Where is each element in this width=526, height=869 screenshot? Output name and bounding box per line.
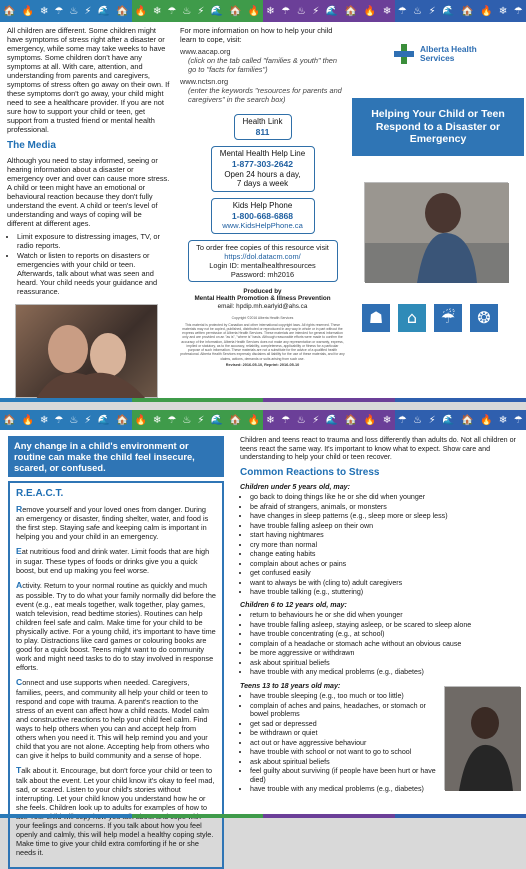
producer-name: Mental Health Promotion & Illness Prevention	[180, 295, 345, 303]
media-heading: The Media	[7, 140, 170, 152]
band-icon: 🏠	[116, 6, 128, 17]
storm-icon: ☔	[432, 302, 464, 334]
reactions-intro: Children and teens react to trauma and loss differently than adults do. Not all children or teens react the same way. It's important to know what to expect. Show care and understanding to help your child or teen recover.	[240, 436, 520, 462]
reaction-item: • ask about spiritual beliefs	[250, 659, 520, 668]
media-bullet-list	[7, 232, 170, 296]
react-heading: R.E.A.C.T.	[16, 488, 216, 500]
react-text: onnect and use supports when needed. Caregivers, families, peers, and community all help your child or teen to respond and cope with trauma. A parent's reaction to the stress of an event can affect how a child reacts. Model calm and constructive reactions to help your child feel calm. Find ways to help others when you can and accept help from others when you need it. This will help remind you and your child that you are not alone. Accepting help from others who can give it helps to build community and a sense of hope.	[16, 678, 210, 760]
kids-help-phone-url[interactable]: www.KidsHelpPhone.ca	[216, 221, 310, 230]
reaction-item: • go back to doing things like he or she did when younger	[250, 493, 520, 502]
band-icon: ⚡	[312, 415, 319, 426]
reaction-item: • start having nightmares	[250, 531, 520, 540]
band-icon: ⚡	[429, 6, 436, 17]
band-icon: 🔥	[135, 415, 147, 426]
reactions-heading: Common Reactions to Stress	[240, 467, 520, 479]
icon-band-segment	[132, 0, 264, 22]
band-icon: ❄	[383, 415, 391, 426]
top-icon-band-2	[0, 410, 526, 430]
react-text: alk about it. Encourage, but don't force your child or teen to talk about the event. Let your child know it's okay to feel mad, sad, or scared. Listen to your child's stories without interrupting. Let your child know you understand how he or she feels. Children look up to adults for examples of how to your feelings and concerns. If you talk about how you feel openly and calmly, this will help model a healthy coping style. Make time to give your child extra comforting if he or she needs it.	[16, 766, 215, 857]
reaction-item: • change eating habits	[250, 550, 520, 559]
bottom-color-band	[0, 398, 526, 402]
reaction-item: • have trouble falling asleep, staying asleep, or be scared to sleep alone	[250, 621, 520, 630]
band-icon: 🌊	[442, 415, 454, 426]
band-icon: ☂	[514, 415, 523, 426]
house-icon: ☗	[360, 302, 392, 334]
band-icon: 🌊	[326, 6, 338, 17]
group-teens-list	[240, 692, 438, 794]
band-icon: ♨	[69, 6, 78, 17]
band-icon: ☂	[398, 415, 407, 426]
band-icon: ♨	[182, 415, 191, 426]
band-icon: 🔥	[22, 415, 34, 426]
disclaimer-text: This material is protected by Canadian and other international copyright laws. All rights reserved. These materials may not be copied, published, distributed or reproduced in any way in whole or in part without the express written permission of Alberta Health Services. These materials are intended for general information only and are provided on an "as is", "where is" basis. Although reasonable efforts were made to confirm the accuracy of the information, Alberta Health Services does not make any representation or warranty, express, implied or statutory, as to the accuracy, reliability, completeness, applicability or fitness for a particular purpose of such information. These materials are not a substitute for the advice of a qualified health professional. Alberta Health Services expressly disclaims all liability for the use of these materials, and for any claims, actions, demands or suits arising from such use.	[180, 323, 345, 361]
top-icon-band	[0, 0, 526, 22]
react-item-activity	[16, 580, 216, 672]
react-item-eat	[16, 546, 216, 575]
brochure-inside-page	[0, 410, 526, 818]
group-under-5-label: Children under 5 years old, may:	[240, 483, 520, 492]
reaction-item: • get confused easily	[250, 569, 520, 578]
reaction-item: • complain about aches or pains	[250, 560, 520, 569]
band-icon: ♨	[413, 415, 422, 426]
kids-help-phone-number[interactable]: 1-800-668-6868	[216, 211, 310, 221]
band-icon: ☂	[281, 415, 290, 426]
intro-paragraph: All children are different. Some children might have symptoms of stress right after a disaster or emergency, while some may take weeks to have symptoms. Some children don't have any symptoms at all. With care, attention, and understanding from parents and caregivers, symptoms of stress often go away on their own. If these symptoms don't go away, your child might need to see a healthcare provider. If you are not sure how to support your child or teen, get support from a trusted friend or mental health professional.	[7, 26, 170, 134]
band-icon: ♨	[413, 6, 422, 17]
link-nctsn[interactable]: www.nctsn.org	[180, 77, 345, 86]
order-copies-box	[188, 240, 338, 282]
mental-health-line-box	[211, 146, 315, 192]
group-under-5-list	[240, 493, 520, 597]
group-6-12-list	[240, 611, 520, 677]
band-icon: 🏠	[116, 415, 128, 426]
copyright-notice: Copyright ©2016 Alberta Health Services	[180, 316, 345, 320]
teen-section	[240, 678, 520, 795]
mental-health-line-hours: Open 24 hours a day,	[216, 170, 310, 180]
band-icon: ❄	[266, 415, 274, 426]
band-icon: ♨	[297, 6, 306, 17]
media-bullet: • Watch or listen to reports on disasters or emergencies with your child or teen. Afterwards, talk about what was seen and heard. Your child needs your guidance and reassurance.	[17, 251, 170, 296]
reaction-item: • complain of aches and pains, headaches, or stomach or bowel problems	[250, 702, 438, 719]
kids-help-phone-box	[211, 198, 315, 233]
produced-by-label: Produced by	[180, 288, 345, 296]
sad-child-photo-shape	[365, 183, 509, 283]
ahs-logo-text	[420, 45, 477, 63]
mental-health-line-number[interactable]: 1-877-303-2642	[216, 159, 310, 169]
band-icon: 🔥	[364, 415, 376, 426]
band-icon: 🌊	[326, 415, 338, 426]
band-icon: 🏠	[229, 415, 241, 426]
react-item-connect	[16, 677, 216, 760]
icon-band-segment	[132, 410, 264, 430]
reaction-item: • be more aggressive or withdrawn	[250, 649, 520, 658]
icon-band-segment	[0, 0, 132, 22]
band-icon: ☂	[167, 6, 176, 17]
mental-health-line-days: 7 days a week	[216, 179, 310, 189]
band-icon: ❄	[40, 6, 48, 17]
ahs-logo-line1: Alberta Health	[420, 45, 477, 54]
parent-child-photo-shape	[16, 305, 159, 399]
mental-health-line-title: Mental Health Help Line	[216, 149, 310, 159]
react-item-talk	[16, 765, 216, 857]
band-icon: 🌊	[442, 6, 454, 17]
link-aacap[interactable]: www.aacap.org	[180, 47, 345, 56]
panel-left	[7, 26, 170, 398]
icon-band-segment	[395, 410, 526, 430]
link-aacap-note: (click on the tab called "families & youth" then go to "facts for families")	[180, 56, 345, 74]
reaction-item: • have trouble with any medical problems (e.g., diabetes)	[250, 668, 520, 677]
reaction-item: • have trouble talking (e.g., stuttering)	[250, 588, 520, 597]
band-icon: ❄	[499, 415, 507, 426]
media-paragraph: Although you need to stay informed, seeing or hearing information about a disaster or emergency over and over can cause more stress. A child or teen might have an emotional or behavioural reaction because they don't fully understand the event. A child or teen's level of understanding and ways of coping will be different at different ages.	[7, 156, 170, 228]
band-icon: 🌊	[97, 415, 109, 426]
icon-band-segment	[263, 0, 395, 22]
health-link-title: Health Link	[239, 117, 287, 127]
band-icon: ⚡	[84, 6, 91, 17]
icon-band-segment	[395, 0, 526, 22]
panel-cover	[352, 26, 524, 334]
group-teens-label: Teens 13 to 18 years old may:	[240, 682, 438, 691]
band-icon: 🔥	[364, 6, 376, 17]
band-icon: ☂	[281, 6, 290, 17]
band-icon: 🏠	[461, 415, 473, 426]
band-icon: 🔥	[247, 415, 259, 426]
order-login-id: Login ID: mentalhealthresources	[193, 261, 333, 270]
band-icon: ⚡	[197, 415, 204, 426]
band-icon: 🏠	[345, 415, 357, 426]
revision-date: Revised: 2016-05-10, Reprint: 2016-05-10	[180, 363, 345, 368]
ahs-logo	[394, 44, 524, 64]
band-icon: ♨	[69, 415, 78, 426]
health-link-box	[234, 114, 292, 140]
band-icon: ♨	[297, 415, 306, 426]
band-icon: 🌊	[210, 415, 222, 426]
band-icon: ❄	[499, 6, 507, 17]
reaction-item: • have trouble with any medical problems (e.g., diabetes)	[250, 785, 438, 794]
reaction-item: • be withdrawn or quiet	[250, 729, 438, 738]
band-icon: 🏠	[3, 415, 15, 426]
band-icon: ❄	[153, 415, 161, 426]
react-letter: E	[16, 546, 22, 556]
producer-email[interactable]: email: hpdip.mh.earlyid@ahs.ca	[180, 303, 345, 311]
producer-block	[180, 288, 345, 311]
react-column	[8, 436, 224, 869]
reactions-column	[240, 436, 520, 795]
reaction-item: • cry more than normal	[250, 541, 520, 550]
band-icon: ♨	[182, 6, 191, 17]
sad-child-photo	[364, 182, 508, 282]
routine-change-banner: Any change in a child's environment or routine can make the child feel insecure, scared, or confused.	[8, 436, 224, 477]
fine-print	[180, 316, 345, 367]
band-icon: ☂	[398, 6, 407, 17]
reaction-item: • have changes in sleep patterns (e.g., sleep more or sleep less)	[250, 512, 520, 521]
reaction-item: • feel guilty about surviving (if people have been hurt or have died)	[250, 767, 438, 784]
band-icon: 🔥	[22, 6, 34, 17]
band-icon: 🏠	[229, 6, 241, 17]
react-text: emove yourself and your loved ones from danger. During an emergency or disaster, finding shelter, water, and food is the first step. Staying safe and keeping calm is important in helping you and your child in an emergency.	[16, 505, 208, 542]
band-icon: ⚡	[429, 415, 436, 426]
brochure-outside-page	[0, 0, 526, 402]
band-icon: ☂	[167, 415, 176, 426]
band-icon: ❄	[266, 6, 274, 17]
band-icon: ❄	[153, 6, 161, 17]
order-password: Password: mh2016	[193, 270, 333, 279]
reaction-item: • have trouble falling asleep on their own	[250, 522, 520, 531]
panel-middle	[180, 26, 345, 368]
ahs-logo-mark	[394, 44, 414, 64]
react-letter: R	[16, 504, 22, 514]
react-letter: A	[16, 580, 22, 590]
reaction-item: • want to always be with (cling to) adult caregivers	[250, 579, 520, 588]
kids-help-phone-title: Kids Help Phone	[216, 201, 310, 211]
react-box	[8, 481, 224, 869]
bottom-color-band-2	[0, 814, 526, 818]
react-item-remove	[16, 504, 216, 542]
icon-band-segment	[263, 410, 395, 430]
band-icon: ⚡	[84, 415, 91, 426]
reaction-item: • have trouble concentrating (e.g., at school)	[250, 630, 520, 639]
health-link-number[interactable]: 811	[239, 127, 287, 137]
band-icon: 🏠	[461, 6, 473, 17]
life-ring-icon: ❂	[468, 302, 500, 334]
band-icon: 🌊	[210, 6, 222, 17]
parent-child-photo	[15, 304, 158, 398]
brochure-title: Helping Your Child or Teen Respond to a Disaster or Emergency	[352, 98, 524, 156]
band-icon: ☂	[54, 6, 63, 17]
reaction-item: • have trouble with school or not want to go to school	[250, 748, 438, 757]
ahs-logo-line2: Services	[420, 54, 477, 63]
reaction-item: • have trouble sleeping (e.g., too much or too little)	[250, 692, 438, 701]
group-6-12-label: Children 6 to 12 years old, may:	[240, 601, 520, 610]
band-icon: 🔥	[135, 6, 147, 17]
band-icon: ☂	[54, 415, 63, 426]
order-copies-url[interactable]: https://dol.datacm.com/	[193, 252, 333, 261]
band-icon: ❄	[40, 415, 48, 426]
link-nctsn-note: (enter the keywords "resources for parents and caregivers" in the search box)	[180, 86, 345, 104]
reaction-item: • return to behaviours he or she did when younger	[250, 611, 520, 620]
react-letter: T	[16, 765, 21, 775]
order-copies-text: To order free copies of this resource visit	[193, 243, 333, 252]
band-icon: 🏠	[345, 6, 357, 17]
band-icon: ❄	[383, 6, 391, 17]
react-text: ctivity. Return to your normal routine as quickly and much as possible. Try to do what your family normally did before the event (e.g., eat meals together, walk together, play games, watch television, read bedtime stories). Routines can help children feel safe and calm. Make time for your child to be physically active. For a young child, it's important to have time to play. Distractions like card games or colouring books are good for a quick boost. Teens might want to do community work and might need tasks to do to stay involved in response efforts.	[16, 581, 216, 672]
band-icon: 🌊	[97, 6, 109, 17]
reaction-item: • be afraid of strangers, animals, or monsters	[250, 503, 520, 512]
band-icon: 🔥	[480, 415, 492, 426]
teen-photo-shape	[445, 687, 521, 791]
icon-band-segment	[0, 410, 132, 430]
band-icon: 🔥	[480, 6, 492, 17]
band-icon: ☂	[514, 6, 523, 17]
reaction-item: • complain of a headache or stomach ache without an obvious cause	[250, 640, 520, 649]
reaction-item: • get sad or depressed	[250, 720, 438, 729]
band-icon: 🔥	[247, 6, 259, 17]
media-bullet: • Limit exposure to distressing images, TV, or radio reports.	[17, 232, 170, 250]
band-icon: 🏠	[3, 6, 15, 17]
helping-hands-icon: ⌂	[396, 302, 428, 334]
band-icon: ⚡	[312, 6, 319, 17]
reaction-item: • ask about spiritual beliefs	[250, 758, 438, 767]
teen-photo	[444, 686, 520, 790]
reaction-item: • act out or have aggressive behaviour	[250, 739, 438, 748]
band-icon: ⚡	[197, 6, 204, 17]
more-info-text: For more information on how to help your child learn to cope, visit:	[180, 26, 345, 44]
react-letter: C	[16, 677, 22, 687]
theme-tiles	[360, 302, 524, 334]
react-text: at nutritious food and drink water. Limit foods that are high in sugar. These types of foods or drinks give you a quick boost, but end up making you feel worse.	[16, 547, 209, 575]
